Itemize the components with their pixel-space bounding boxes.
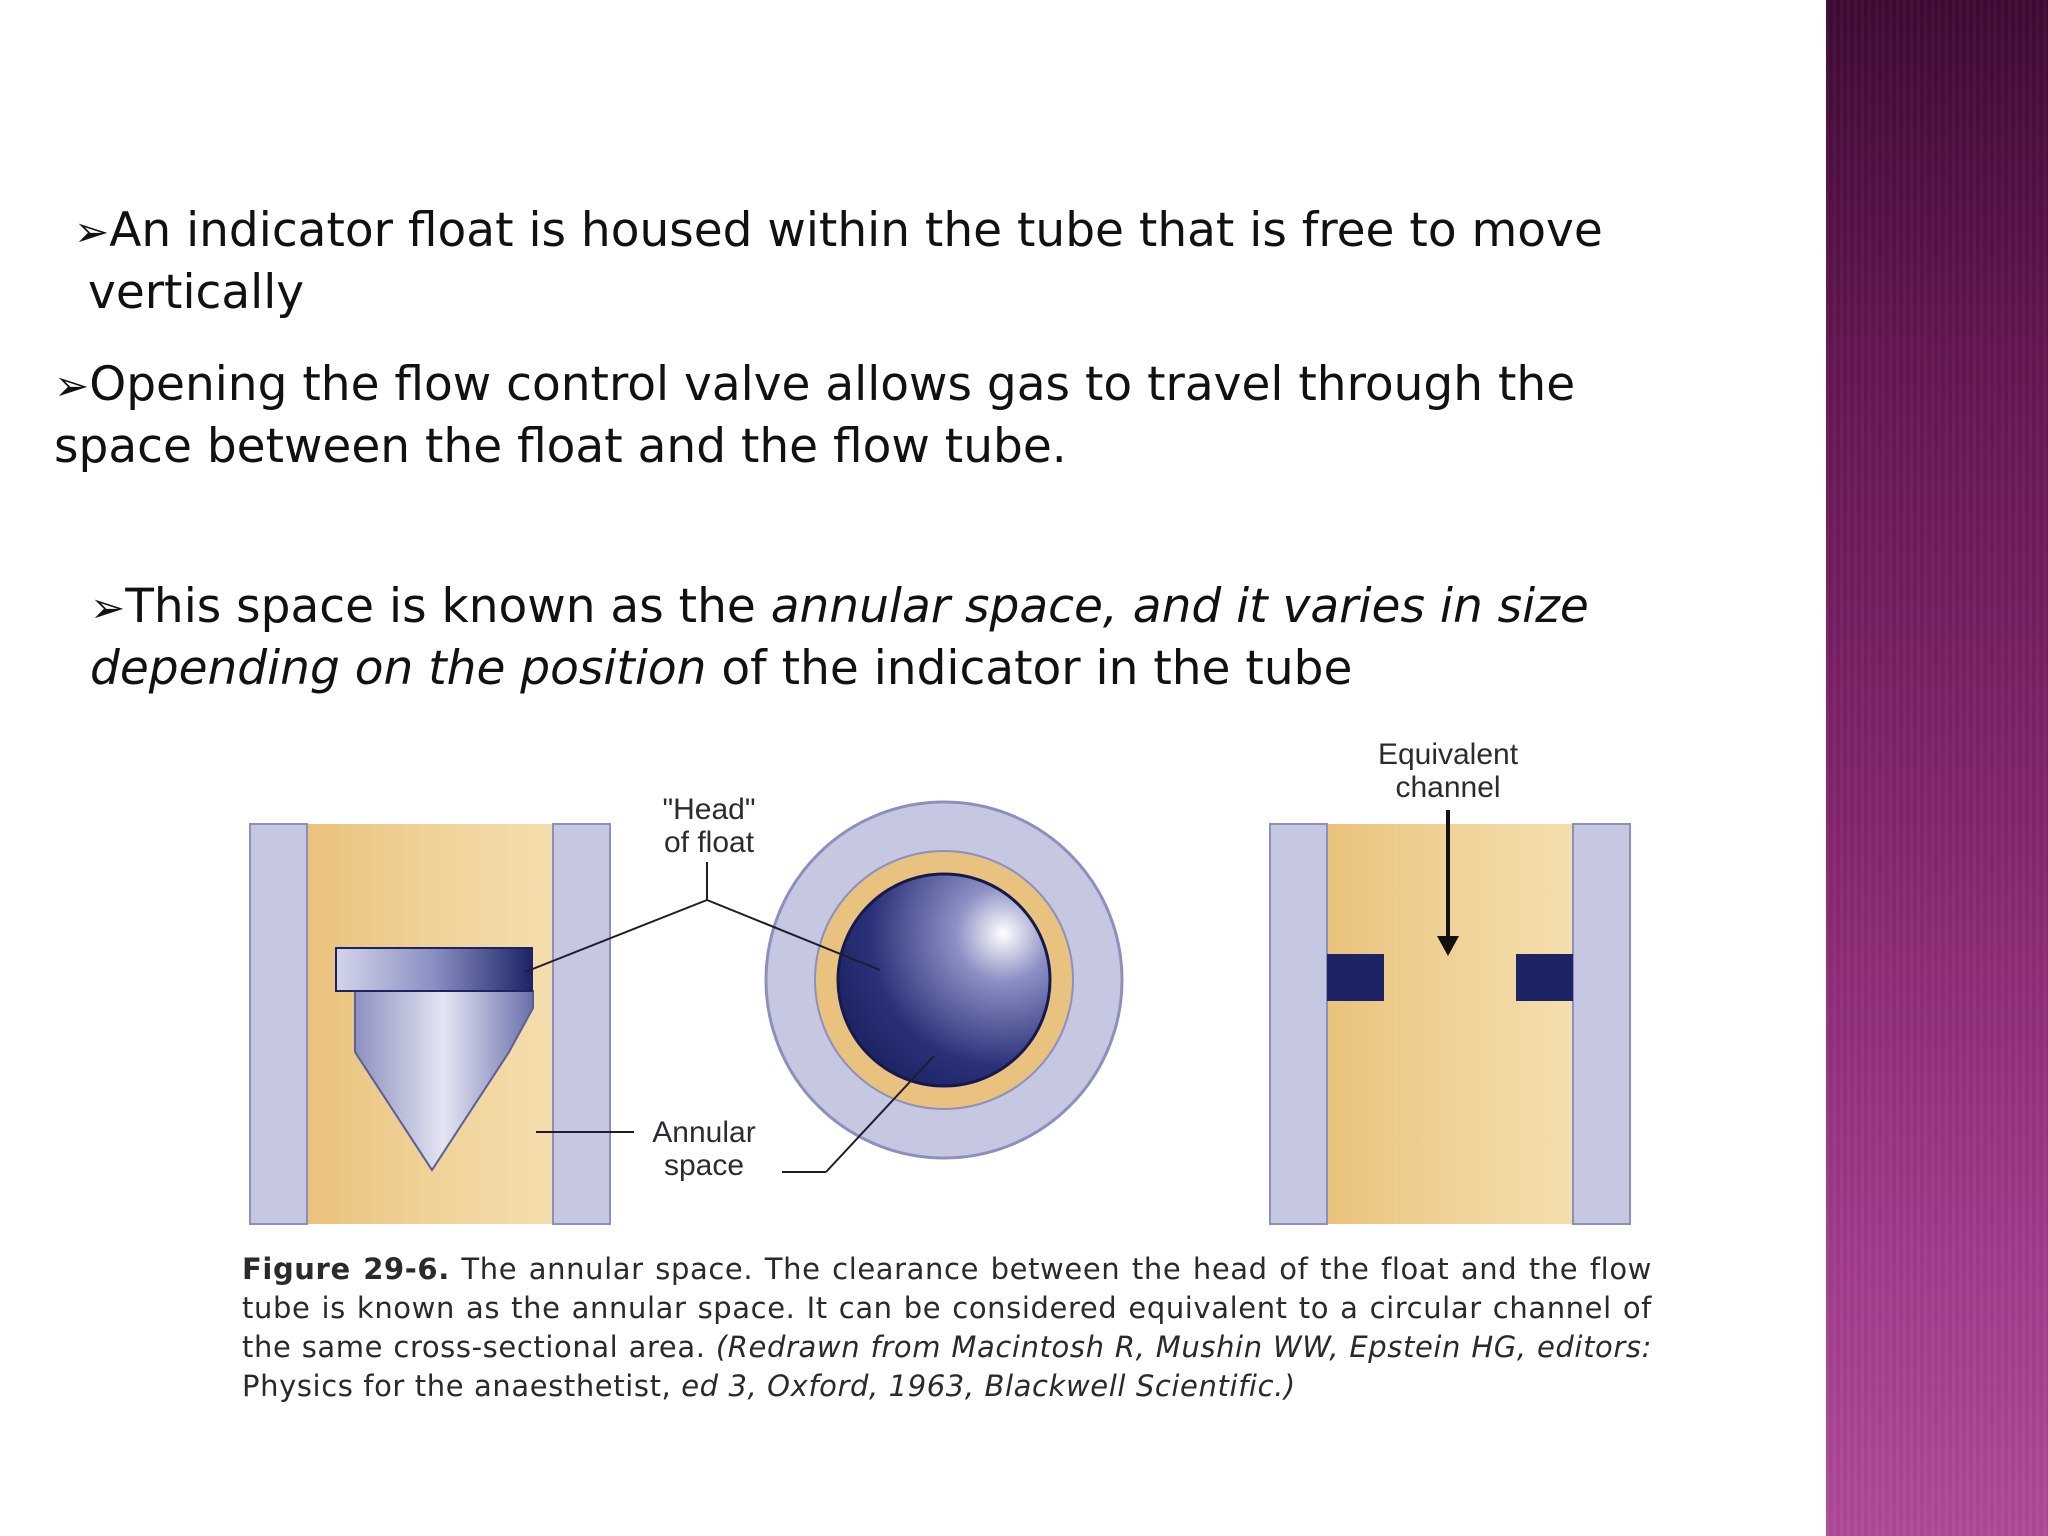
channel-block-right: [1516, 954, 1573, 1001]
bullet-annular-space: [90, 576, 1589, 699]
bullet-emphasis: depending on the position: [90, 641, 707, 696]
bullet-arrow-icon: ➢: [74, 207, 110, 256]
caption-text: Physics for the anaesthetist,: [242, 1369, 682, 1403]
float-head: [336, 948, 532, 991]
bullet-text: of the indicator in the tube: [706, 641, 1353, 696]
bullet-text: space between the float and the flow tube.: [54, 419, 1067, 474]
bullet-flow-control-valve: [54, 354, 1575, 477]
annular-space-figure: [230, 732, 1653, 1462]
channel-block-left: [1327, 954, 1384, 1001]
bullet-indicator-float: [74, 200, 1603, 323]
bullet-arrow-icon: ➢: [90, 583, 126, 632]
bullet-emphasis: annular space, and it varies in size: [770, 579, 1589, 634]
bullet-text: An indicator float is housed within the tube that is free to move: [109, 203, 1603, 258]
decorative-side-band: [1826, 0, 2048, 1536]
caption-text: The annular space. The clearance between the head of the float and the flow tube is known as the annular space. It can be considered equivalent to a circular channel of the same cross-sectional area.: [242, 1252, 1652, 1364]
label-head-of-float: "Head" of float: [662, 793, 756, 859]
flow-tube-with-float: [250, 824, 610, 1224]
tube-wall-right: [553, 824, 610, 1224]
caption-citation: ed 3, Oxford, 1963, Blackwell Scientific.): [681, 1369, 1296, 1403]
tube-cross-section: [766, 802, 1122, 1158]
tube-wall-right: [1573, 824, 1630, 1224]
flowmeter-diagram: [230, 732, 1650, 1247]
tube-wall-left: [250, 824, 307, 1224]
caption-figure-number: Figure 29-6.: [242, 1252, 450, 1286]
bullet-text: Opening the flow control valve allows gas to travel through the: [89, 357, 1576, 412]
bullet-text: This space is known as the: [125, 579, 771, 634]
tube-wall-left: [1270, 824, 1327, 1224]
bullet-arrow-icon: ➢: [54, 361, 90, 410]
caption-citation: (Redrawn from Macintosh R, Mushin WW, Epstein HG, editors:: [715, 1330, 1653, 1364]
label-equivalent-channel: Equivalent channel: [1377, 738, 1519, 804]
bullet-text: vertically: [88, 265, 305, 320]
equivalent-channel-tube: [1270, 810, 1630, 1224]
figure-caption: [242, 1250, 1652, 1406]
label-annular-space: Annular space: [652, 1116, 756, 1182]
cross-section-float-head: [838, 874, 1050, 1086]
